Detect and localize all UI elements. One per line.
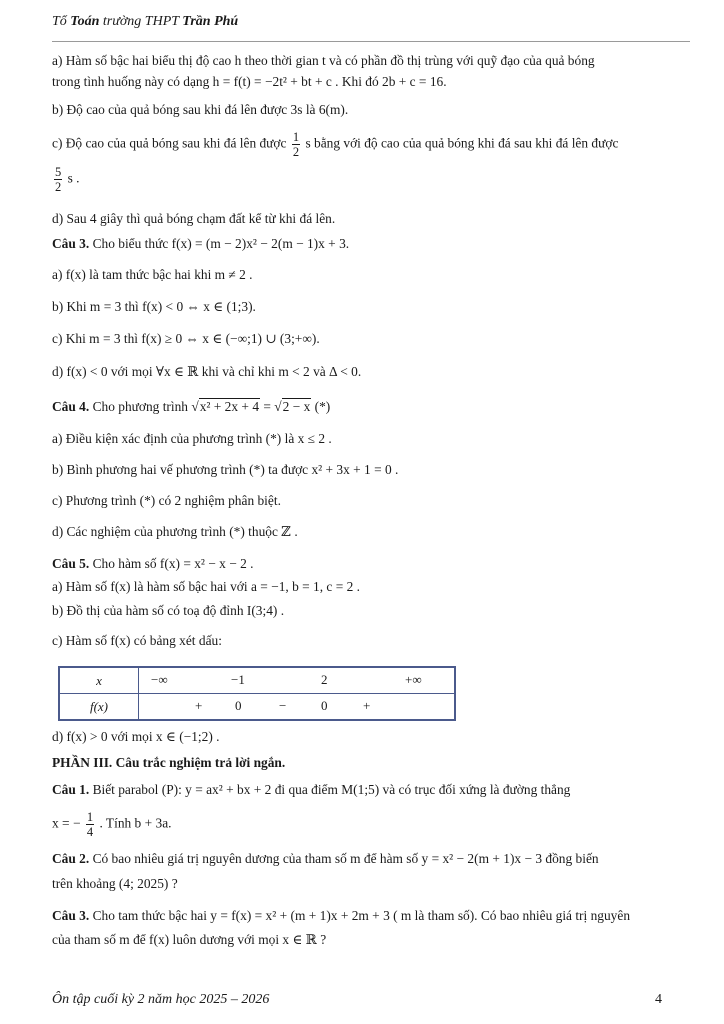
question-4: Câu 4. Cho phương trình √x² + 2x + 4 = √2 − x (*) bbox=[52, 399, 331, 414]
item-a-line1: a) Hàm số bậc hai biểu thị độ cao h theo thời gian t và có phần đồ thị trùng với quỹ đạo của quả bóng bbox=[52, 53, 595, 68]
q5-item-a: a) Hàm số f(x) là hàm số bậc hai với a = −1, b = 1, c = 2 . bbox=[52, 579, 360, 594]
point-two: 2 bbox=[321, 672, 328, 687]
page-header: Tổ Toán trường THPT Trần Phú bbox=[52, 14, 239, 29]
fraction-one-quarter: $\frac{1}{4}$ bbox=[86, 810, 94, 839]
q3-item-d: d) f(x) < 0 với mọi ∀x ∈ ℝ khi và chỉ khi m < 2 và Δ < 0. bbox=[52, 364, 362, 379]
short-question-3: Câu 3. Cho tam thức bậc hai y = f(x) = x² + (m + 1)x + 2m + 3 ( m là tham số). Có bao nhiêu giá trị nguyên bbox=[52, 908, 631, 923]
q3-item-b: b) Khi m = 3 thì f(x) < 0 ⇔ x ∈ (1;3). bbox=[52, 299, 256, 314]
short-question-2-line2: trên khoảng (4; 2025) ? bbox=[52, 876, 178, 891]
item-c-line2: $\frac{5}{2}$ s . bbox=[55, 165, 80, 194]
point-neg-one: −1 bbox=[231, 672, 245, 687]
q4-item-a: a) Điều kiện xác định của phương trình (*) là x ≤ 2 . bbox=[52, 431, 332, 446]
part-3-heading: PHẦN III. Câu trắc nghiệm trả lời ngắn. bbox=[52, 755, 286, 770]
short-question-2: Câu 2. Có bao nhiêu giá trị nguyên dương của tham số m để hàm số y = x² − 2(m + 1)x − 3 đồng biến bbox=[52, 851, 599, 866]
question-5: Câu 5. Cho hàm số f(x) = x² − x − 2 . bbox=[52, 556, 254, 571]
item-c-line1: c) Độ cao của quả bóng sau khi đá lên được $\frac{1}{2}$ s bằng với độ cao của quả bóng khi đá sau khi đá lên được bbox=[52, 130, 619, 159]
short-question-3-line2: của tham số m để f(x) luôn dương với mọi x ∈ ℝ ? bbox=[52, 932, 327, 947]
point-pos-inf: +∞ bbox=[405, 672, 422, 687]
q3-item-a: a) f(x) là tam thức bậc hai khi m ≠ 2 . bbox=[52, 267, 253, 282]
header-divider bbox=[52, 41, 690, 42]
sign-table bbox=[58, 666, 456, 721]
q4-item-d: d) Các nghiệm của phương trình (*) thuộc ℤ . bbox=[52, 524, 298, 539]
sign-plus-left: + bbox=[195, 698, 203, 713]
item-d: d) Sau 4 giây thì quả bóng chạm đất kể từ khi đá lên. bbox=[52, 211, 336, 226]
fraction-one-half: $\frac{1}{2}$ bbox=[292, 130, 300, 159]
question-3: Câu 3. Cho biểu thức f(x) = (m − 2)x² − 2(m − 1)x + 3. bbox=[52, 236, 350, 251]
item-b: b) Độ cao của quả bóng sau khi đá lên được 3s là 6(m). bbox=[52, 102, 349, 117]
sign-minus: − bbox=[279, 698, 287, 713]
q5-item-b: b) Đồ thị của hàm số có toạ độ đỉnh I(3;4) . bbox=[52, 603, 285, 618]
short-question-1: Câu 1. Biết parabol (P): y = ax² + bx + 2 đi qua điểm M(1;5) và có trục đối xứng là đường thẳng bbox=[52, 782, 571, 797]
sign-zero-left: 0 bbox=[235, 698, 242, 713]
footer-text: Ôn tập cuối kỳ 2 năm học 2025 – 2026 bbox=[52, 992, 270, 1007]
q4-item-b: b) Bình phương hai vế phương trình (*) ta được x² + 3x + 1 = 0 . bbox=[52, 462, 399, 477]
q5-item-c: c) Hàm số f(x) có bảng xét dấu: bbox=[52, 633, 222, 648]
page-number: 4 bbox=[655, 992, 662, 1007]
sign-plus-right: + bbox=[363, 698, 371, 713]
q4-item-c: c) Phương trình (*) có 2 nghiệm phân biệt. bbox=[52, 493, 281, 508]
point-neg-inf: −∞ bbox=[151, 672, 168, 687]
sign-table-fx-label: f(x) bbox=[59, 694, 139, 721]
sign-zero-right: 0 bbox=[321, 698, 328, 713]
q3-item-c: c) Khi m = 3 thì f(x) ≥ 0 ⇔ x ∈ (−∞;1) ∪ (3;+∞). bbox=[52, 331, 320, 346]
sign-table-x-label: x bbox=[59, 667, 139, 694]
fraction-five-halves: $\frac{5}{2}$ bbox=[55, 165, 62, 194]
short-question-1-line2: x = − $\frac{1}{4}$ . Tính b + 3a. bbox=[52, 810, 172, 839]
item-a-line2: trong tình huống này có dạng h = f(t) = −2t² + bt + c . Khi đó 2b + c = 16. bbox=[52, 74, 447, 89]
q5-item-d: d) f(x) > 0 với mọi x ∈ (−1;2) . bbox=[52, 729, 220, 744]
